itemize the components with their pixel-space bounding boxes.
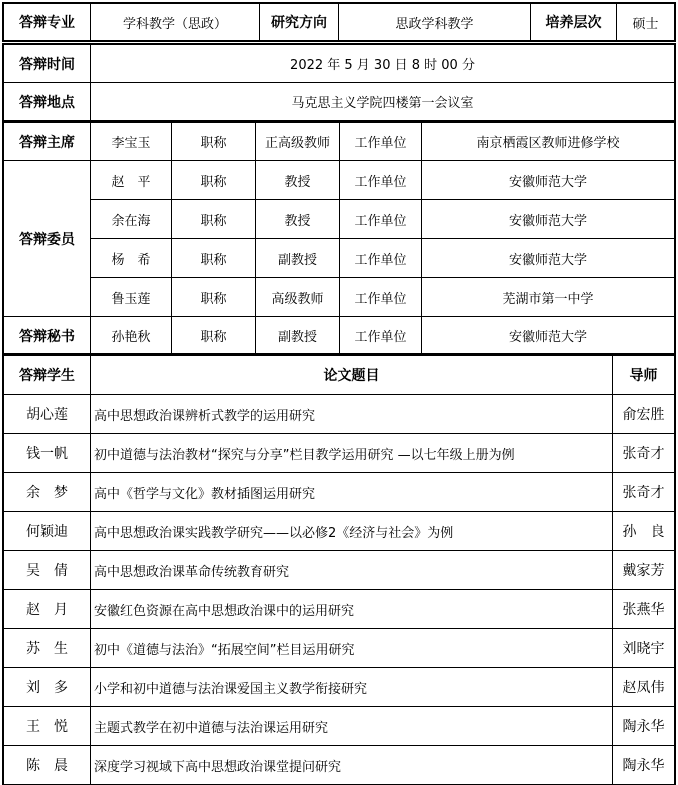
advisor-name: 张奇才 — [613, 473, 675, 512]
level-value: 硕士 — [617, 4, 675, 41]
direction-label: 研究方向 — [260, 4, 339, 41]
student-name: 胡心莲 — [4, 395, 91, 434]
major-label: 答辩专业 — [4, 4, 91, 41]
chair-title: 正高级教师 — [256, 123, 340, 161]
member-name: 余在海 — [91, 200, 172, 239]
student-name: 钱一帆 — [4, 434, 91, 473]
secretary-title: 副教授 — [256, 317, 340, 355]
table-row — [4, 395, 675, 434]
secretary-name: 孙艳秋 — [91, 317, 172, 355]
advisor-name: 刘晓宇 — [613, 629, 675, 668]
member-unit-label: 工作单位 — [340, 161, 422, 200]
advisor-name: 张燕华 — [613, 590, 675, 629]
member-unit-label: 工作单位 — [340, 200, 422, 239]
place-value: 马克思主义学院四楼第一会议室 — [91, 83, 675, 121]
advisor-name: 陶永华 — [613, 746, 675, 785]
thesis-title: 初中《道德与法治》“拓展空间”栏目运用研究 — [91, 629, 613, 668]
direction-value: 思政学科教学 — [339, 4, 531, 41]
members-label: 答辩委员 — [4, 161, 91, 317]
chair-title-label: 职称 — [172, 123, 256, 161]
table-row — [4, 668, 675, 707]
table-row — [4, 707, 675, 746]
thesis-title: 高中思想政治课辨析式教学的运用研究 — [91, 395, 613, 434]
student-name: 余 梦 — [4, 473, 91, 512]
secretary-unit: 安徽师范大学 — [422, 317, 675, 355]
student-name: 陈 晨 — [4, 746, 91, 785]
secretary-unit-label: 工作单位 — [340, 317, 422, 355]
student-name: 王 悦 — [4, 707, 91, 746]
major-value: 学科教学（思政） — [91, 4, 260, 41]
advisor-header: 导师 — [613, 355, 675, 395]
member-unit: 安徽师范大学 — [422, 161, 675, 200]
student-name: 吴 倩 — [4, 551, 91, 590]
table-row — [4, 512, 675, 551]
member-title-label: 职称 — [172, 161, 256, 200]
member-title: 教授 — [256, 200, 340, 239]
thesis-title: 深度学习视域下高中思想政治课堂提问研究 — [91, 746, 613, 785]
student-name: 赵 月 — [4, 590, 91, 629]
member-unit: 芜湖市第一中学 — [422, 278, 675, 317]
table-row — [4, 746, 675, 785]
thesis-title: 高中思想政治课革命传统教育研究 — [91, 551, 613, 590]
member-title: 教授 — [256, 161, 340, 200]
time-value: 2022 年 5 月 30 日 8 时 00 分 — [91, 45, 675, 83]
thesis-title: 初中道德与法治教材“探究与分享”栏目教学运用研究 —以七年级上册为例 — [91, 434, 613, 473]
title-header: 论文题目 — [91, 355, 613, 395]
chair-unit-label: 工作单位 — [340, 123, 422, 161]
advisor-name: 孙 良 — [613, 512, 675, 551]
advisor-name: 陶永华 — [613, 707, 675, 746]
member-name: 赵 平 — [91, 161, 172, 200]
member-title-label: 职称 — [172, 278, 256, 317]
thesis-title: 小学和初中道德与法治课爱国主义教学衔接研究 — [91, 668, 613, 707]
member-name: 杨 希 — [91, 239, 172, 278]
committee-table — [2, 121, 676, 356]
time-label: 答辩时间 — [4, 45, 91, 83]
secretary-title-label: 职称 — [172, 317, 256, 355]
member-unit: 安徽师范大学 — [422, 200, 675, 239]
table-row — [4, 434, 675, 473]
level-label: 培养层次 — [531, 4, 617, 41]
student-header: 答辩学生 — [4, 355, 91, 395]
student-name: 何颖迪 — [4, 512, 91, 551]
info-table-time-place — [2, 43, 676, 122]
table-row — [4, 473, 675, 512]
theses-table — [2, 353, 676, 785]
thesis-title: 高中《哲学与文化》教材插图运用研究 — [91, 473, 613, 512]
advisor-name: 赵凤伟 — [613, 668, 675, 707]
info-table-top — [2, 2, 676, 42]
member-title: 高级教师 — [256, 278, 340, 317]
member-title-label: 职称 — [172, 239, 256, 278]
advisor-name: 张奇才 — [613, 434, 675, 473]
advisor-name: 俞宏胜 — [613, 395, 675, 434]
thesis-title: 主题式教学在初中道德与法治课运用研究 — [91, 707, 613, 746]
student-name: 刘 多 — [4, 668, 91, 707]
thesis-title: 高中思想政治课实践教学研究——以必修2《经济与社会》为例 — [91, 512, 613, 551]
secretary-label: 答辩秘书 — [4, 317, 91, 355]
place-label: 答辩地点 — [4, 83, 91, 121]
advisor-name: 戴家芳 — [613, 551, 675, 590]
table-row — [4, 590, 675, 629]
chair-name: 李宝玉 — [91, 123, 172, 161]
member-title: 副教授 — [256, 239, 340, 278]
member-unit: 安徽师范大学 — [422, 239, 675, 278]
member-name: 鲁玉莲 — [91, 278, 172, 317]
member-unit-label: 工作单位 — [340, 278, 422, 317]
chair-label: 答辩主席 — [4, 123, 91, 161]
member-title-label: 职称 — [172, 200, 256, 239]
table-row — [4, 551, 675, 590]
member-unit-label: 工作单位 — [340, 239, 422, 278]
thesis-title: 安徽红色资源在高中思想政治课中的运用研究 — [91, 590, 613, 629]
student-name: 苏 生 — [4, 629, 91, 668]
table-row — [4, 629, 675, 668]
chair-unit: 南京栖霞区教师进修学校 — [422, 123, 675, 161]
